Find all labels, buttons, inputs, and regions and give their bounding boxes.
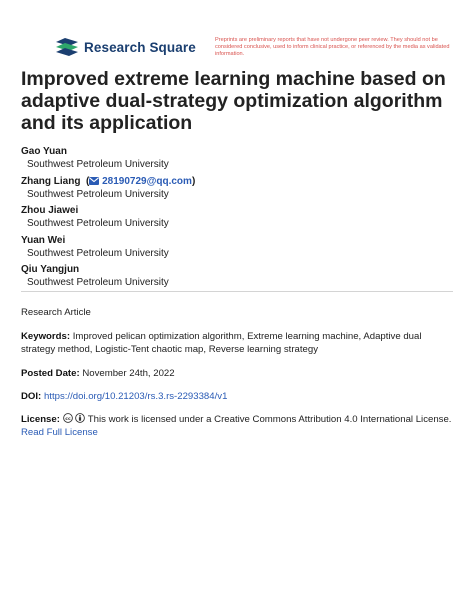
paper-title: Improved extreme learning machine based on adaptive dual-strategy optimization algorithm and its application <box>21 68 446 134</box>
author-name: Gao Yuan <box>21 146 67 157</box>
posted-date-value: November 24th, 2022 <box>82 368 175 379</box>
author-affiliation: Southwest Petroleum University <box>27 277 169 288</box>
author-name: Qiu Yangjun <box>21 264 80 275</box>
author-affiliation: Southwest Petroleum University <box>27 247 169 259</box>
author-email-link[interactable] <box>89 176 192 187</box>
cc-icon <box>63 413 73 423</box>
keywords-text: Improved pelican optimization algorithm, Extreme learning machine, Adaptive dual strategy method, Logistic-Tent chaotic map, Reverse learning strategy <box>21 331 422 355</box>
author-name-with-email: Zhang Liang ( 28190729@qq.com) <box>21 175 196 187</box>
license-text: This work is licensed under a Creative Commons Attribution 4.0 International License. <box>87 414 452 425</box>
section-divider <box>21 291 453 292</box>
posted-date-section <box>21 367 453 380</box>
doi-label: DOI: <box>21 391 42 402</box>
keywords-label: Keywords: <box>21 331 71 342</box>
license-section <box>21 413 453 439</box>
keywords-section <box>21 330 453 356</box>
doi-section <box>21 390 453 403</box>
author-email: 28190729@qq.com <box>102 175 192 187</box>
research-square-logo-icon <box>56 38 78 56</box>
license-label: License: <box>21 414 60 425</box>
author-affiliation: Southwest Petroleum University <box>27 159 169 170</box>
posted-date-label: Posted Date: <box>21 368 80 379</box>
author-affiliation: Southwest Petroleum University <box>27 218 169 229</box>
author-list <box>21 143 461 293</box>
svg-text:cc: cc <box>64 416 71 422</box>
author-name: Yuan Wei <box>21 234 66 246</box>
by-icon <box>75 413 85 423</box>
author-name: Zhang Liang <box>21 175 81 187</box>
author-affiliation: Southwest Petroleum University <box>27 188 169 200</box>
read-full-license-link[interactable]: Read Full License <box>21 427 98 438</box>
doi-link[interactable]: https://doi.org/10.21203/rs.3.rs-2293384/v1 <box>43 391 228 402</box>
envelope-icon <box>89 177 99 185</box>
preprint-notice: Preprints are preliminary reports that have not undergone peer review. They should not be considered conclusive, used to inform clinical practice, or referenced by the media as validated information. <box>215 37 450 58</box>
header <box>0 0 474 62</box>
article-type: Research Article <box>21 307 91 318</box>
brand-name: Research Square <box>84 39 196 55</box>
research-square-logo[interactable] <box>56 38 196 56</box>
author-name: Zhou Jiawei <box>21 205 79 216</box>
